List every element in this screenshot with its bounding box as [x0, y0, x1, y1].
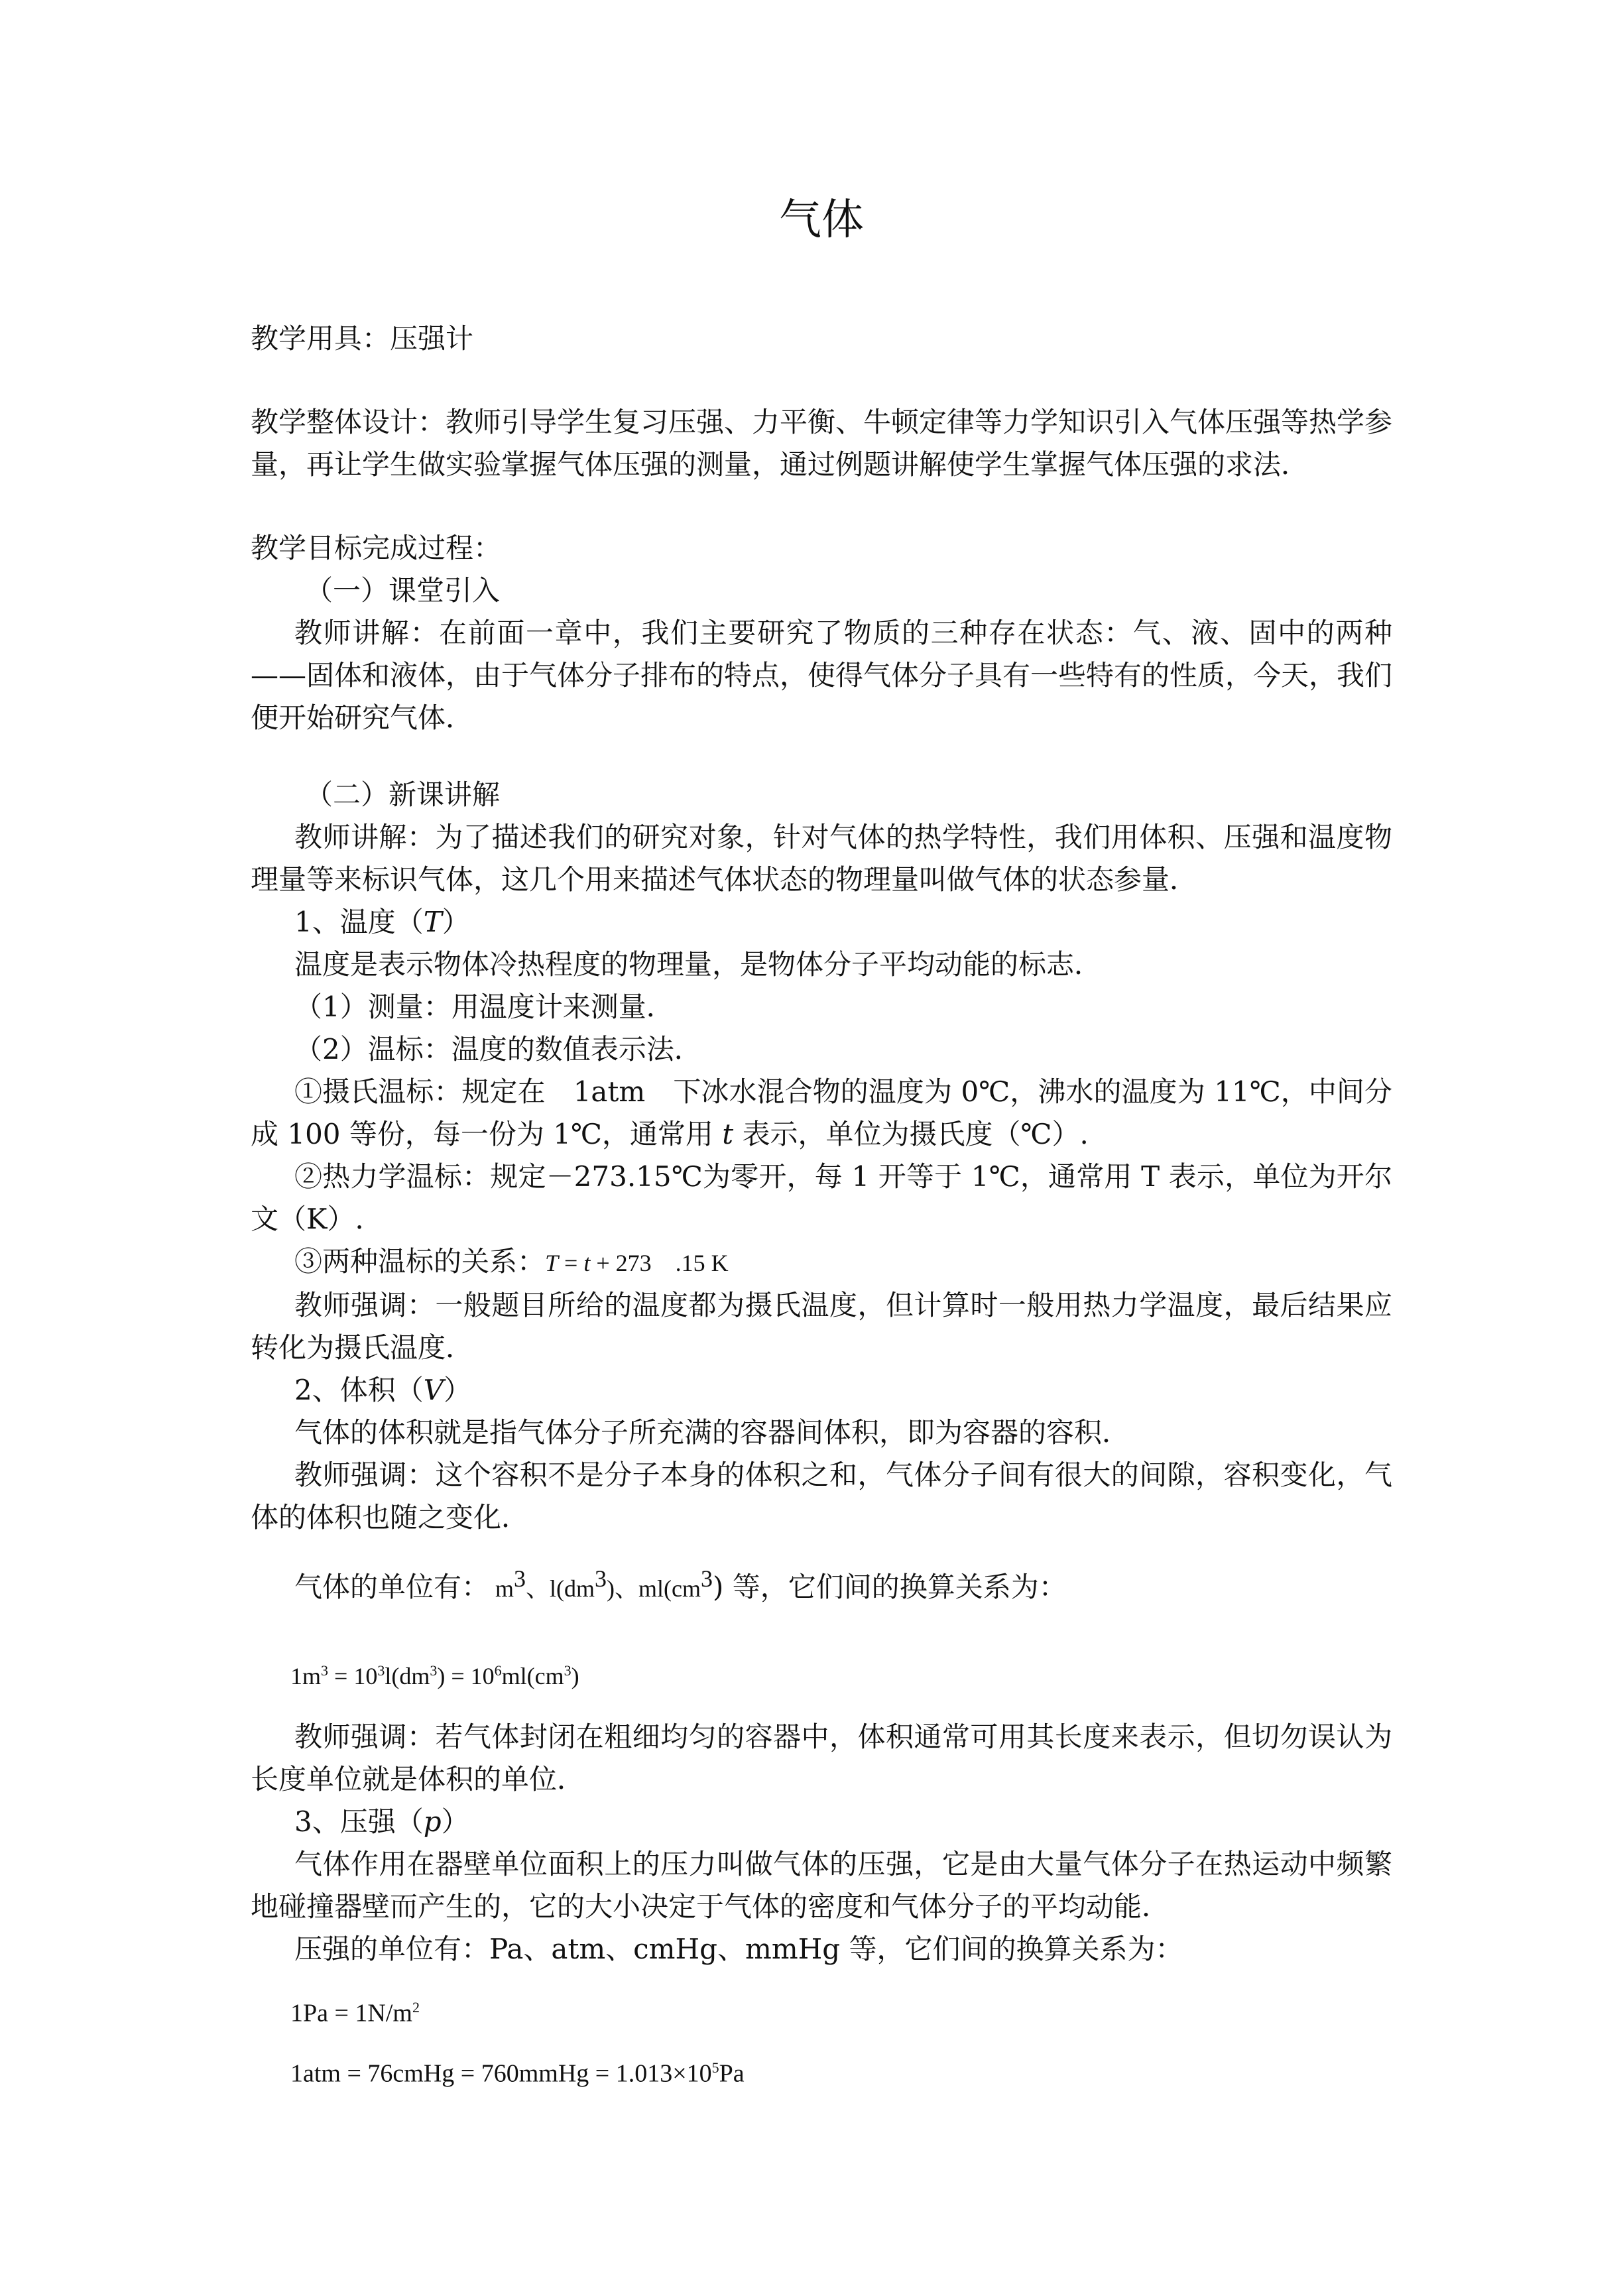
pressure-heading: 3、压强（p）: [294, 1805, 469, 1838]
section-1-paragraph: 教师讲解：在前面一章中，我们主要研究了物质的三种存在状态：气、液、固中的两种——固体和液体，由于气体分子排布的特点，使得气体分子具有一些特有的性质，今天，我们便开始研究气体．: [251, 617, 1393, 734]
pressure-units: 压强的单位有：Pa、atm、cmHg、mmHg 等，它们间的换算关系为：: [294, 1933, 1183, 1965]
temperature-measure: （1）测量：用温度计来测量．: [294, 991, 674, 1023]
temperature-scale: （2）温标：温度的数值表示法．: [294, 1033, 702, 1065]
document-page: [251, 196, 1393, 2094]
pressure-conversion-1: $1Pa = 1N/m^2$: [290, 1999, 420, 2027]
volume-heading: 2、体积（V）: [294, 1374, 472, 1406]
volume-emphasis-2: 教师强调：若气体封闭在粗细均匀的容器中，体积通常可用其长度来表示，但切勿误认为长度单位就是体积的单位．: [251, 1721, 1392, 1795]
section-1-heading: （一）课堂引入: [305, 574, 501, 607]
volume-units: 气体的单位有： $m^3$、$l(dm^3)$、$ml(cm^3)$ 等，它们间的换算关系为：: [294, 1565, 1067, 1603]
document-title: 气体: [779, 196, 864, 245]
process-heading: 教学目标完成过程：: [251, 532, 502, 564]
temperature-definition: 温度是表示物体冷热程度的物理量，是物体分子平均动能的标志．: [294, 948, 1103, 981]
teaching-tools: 教学用具：压强计: [251, 322, 474, 355]
temperature-heading: 1、温度（T）: [294, 906, 470, 938]
pressure-definition: 气体作用在器壁单位面积上的压力叫做气体的压强，它是由大量气体分子在热运动中频繁地碰撞器壁而产生的，它的大小决定于气体的密度和气体分子的平均动能．: [251, 1848, 1392, 1923]
section-2-paragraph: 教师讲解：为了描述我们的研究对象，针对气体的热学特性，我们用体积、压强和温度物理量等来标识气体，这几个用来描述气体状态的物理量叫做气体的状态参量．: [251, 821, 1392, 896]
scale-relation: ③两种温标的关系：T = t + 273 .15 K: [294, 1245, 729, 1278]
volume-conversion: $1m^3 = 10^3l(dm^3) = 10^6ml(cm^3)$: [290, 1662, 579, 1689]
celsius-scale: ①摄氏温标：规定在 1atm 下冰水混合物的温度为 0℃，沸水的温度为 11℃，中间分成 100 等份，每一份为 1℃，通常用 t 表示，单位为摄氏度（℃）.: [251, 1075, 1392, 1150]
kelvin-scale: ②热力学温标：规定－273.15℃为零开，每 1 开等于 1℃，通常用 T 表示，单位为开尔文（K）.: [251, 1160, 1392, 1235]
temperature-emphasis: 教师强调：一般题目所给的温度都为摄氏温度，但计算时一般用热力学温度，最后结果应转化为摄氏温度．: [251, 1289, 1392, 1364]
section-2-heading: （二）新课讲解: [305, 778, 501, 811]
volume-definition: 气体的体积就是指气体分子所充满的容器间体积，即为容器的容积．: [294, 1416, 1130, 1449]
pressure-conversion-2: 1atm = 76cmHg = 760mmHg = $1.013\times 10^5Pa$: [290, 2059, 745, 2088]
volume-emphasis: 教师强调：这个容积不是分子本身的体积之和，气体分子间有很大的间隙，容积变化，气体的体积也随之变化．: [251, 1459, 1392, 1534]
teaching-design: 教学整体设计：教师引导学生复习压强、力平衡、牛顿定律等力学知识引入气体压强等热学参量，再让学生做实验掌握气体压强的测量，通过例题讲解使学生掌握气体压强的求法．: [251, 406, 1393, 481]
